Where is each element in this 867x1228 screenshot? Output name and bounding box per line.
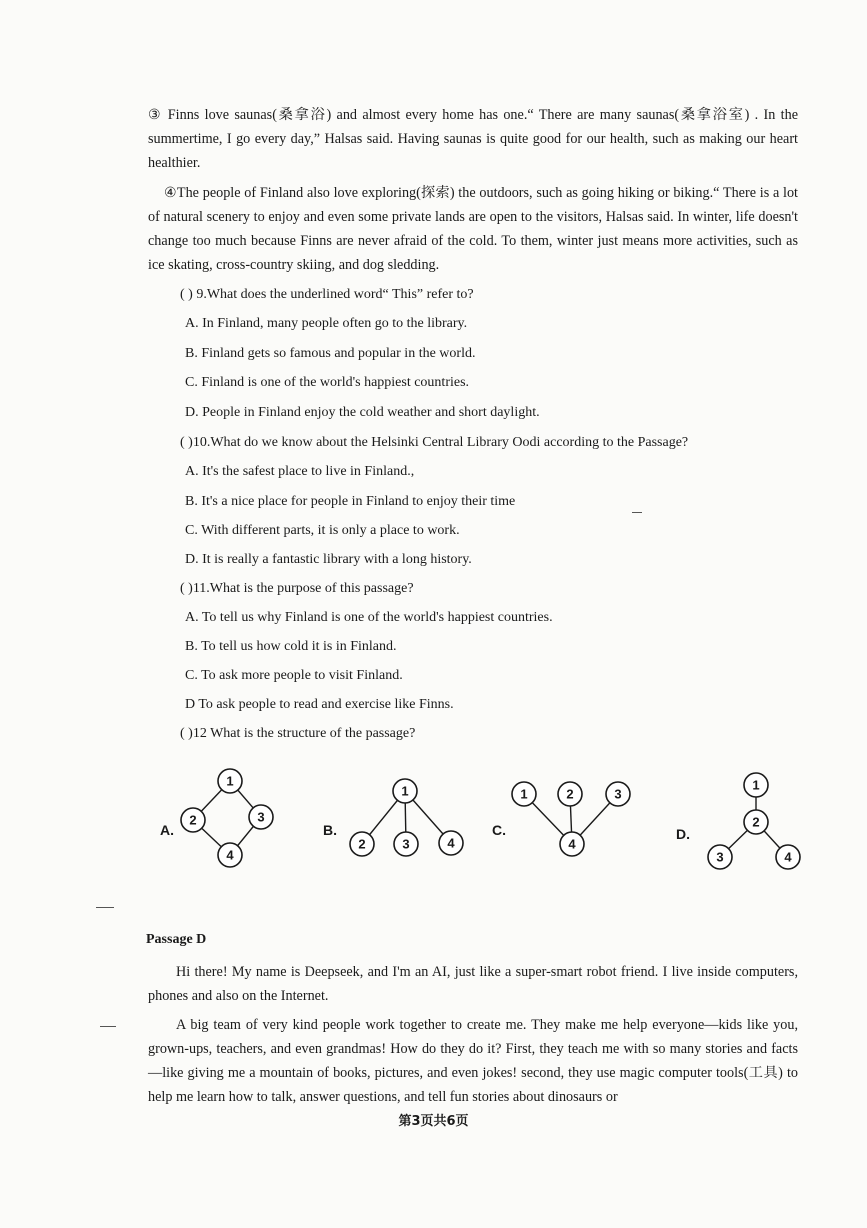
question-11-option-b: B. To tell us how cold it is in Finland. xyxy=(185,639,397,654)
diagram-b xyxy=(340,770,470,865)
diagram-a xyxy=(170,760,280,875)
passage-d-heading: Passage D xyxy=(146,932,207,947)
question-9-stem: ( ) 9.What does the underlined word“ This” refer to? xyxy=(180,287,474,302)
question-11-option-c: C. To ask more people to visit Finland. xyxy=(185,668,403,683)
question-11-option-a: A. To tell us why Finland is one of the world's happiest countries. xyxy=(185,610,553,625)
diagram-b-node-4-label: 4 xyxy=(447,835,455,851)
diagram-c-node-3-label: 3 xyxy=(614,786,622,802)
diagram-c-node-2-label: 2 xyxy=(566,786,574,802)
question-12-stem: ( )12 What is the structure of the passage? xyxy=(180,726,416,741)
scan-mark xyxy=(632,512,642,513)
passage-d-paragraph-1: Hi there! My name is Deepseek, and I'm an AI, just like a super-smart robot friend. I live inside computers, phones and also on the Internet. xyxy=(148,964,798,1004)
diagram-d-node-1-label: 1 xyxy=(752,777,760,793)
passage-d-paragraph-2: A big team of very kind people work together to create me. They make me help everyone—kids like you, grown-ups, teachers, and even grandmas! How do they do it? First, they teach me with so many stories and facts—like giving me a mountain of books, pictures, and even jokes! second, they use magic computer tools(工具) to help me learn how to talk, answer questions, and tell fun stories about dinosaurs or xyxy=(148,1017,798,1105)
diagram-b-node-2-label: 2 xyxy=(358,836,366,852)
diagram-c-label: C. xyxy=(492,822,506,838)
diagram-b-node-1-label: 1 xyxy=(401,783,409,799)
question-9-option-c: C. Finland is one of the world's happiest countries. xyxy=(185,375,470,390)
diagram-d-label: D. xyxy=(676,826,690,842)
scan-mark xyxy=(100,1026,116,1027)
question-10-option-d: D. It is really a fantastic library with a long history. xyxy=(185,552,472,567)
diagram-b-label: B. xyxy=(323,822,337,838)
diagram-b-node-3-label: 3 xyxy=(402,836,410,852)
diagram-d-node-4-label: 4 xyxy=(784,849,792,865)
paragraph-3: ③ Finns love saunas(桑拿浴) and almost every home has one.“ There are many saunas(桑拿浴室) . In the summertime, I go every day,” Halsas said. Having saunas is quite good for our health, such as making our heart healthier. xyxy=(148,107,798,171)
paragraph-4: ④The people of Finland also love exploring(探索) the outdoors, such as going hiking or biking.“ There is a lot of natural scenery to enjoy and even some private lands are open to the visitors, Halsas said. In winter, life doesn't change too much because Finns are never afraid of the cold. To them, winter just means more activities, such as ice skating, cross-country skiing, and dog sledding. xyxy=(148,185,798,273)
diagram-d xyxy=(700,768,810,878)
question-10-option-c: C. With different parts, it is only a place to work. xyxy=(185,523,460,538)
diagram-d-node-2-label: 2 xyxy=(752,814,760,830)
diagram-a-node-1-label: 1 xyxy=(226,773,234,789)
question-10-option-b: B. It's a nice place for people in Finland to enjoy their time xyxy=(185,494,516,509)
page-number-footer: 第3页共6页 xyxy=(398,1114,469,1129)
diagram-a-node-3-label: 3 xyxy=(257,809,265,825)
diagram-c-node-4-label: 4 xyxy=(568,836,576,852)
question-11-stem: ( )11.What is the purpose of this passage? xyxy=(180,581,414,596)
question-10-option-a: A. It's the safest place to live in Finland., xyxy=(185,464,415,479)
question-11-option-d: D To ask people to read and exercise like Finns. xyxy=(185,697,454,712)
question-9-option-a: A. In Finland, many people often go to the library. xyxy=(185,316,468,331)
diagram-a-node-4-label: 4 xyxy=(226,847,234,863)
question-9-option-d: D. People in Finland enjoy the cold weather and short daylight. xyxy=(185,405,540,420)
question-9-option-b: B. Finland gets so famous and popular in the world. xyxy=(185,346,476,361)
diagram-a-label: A. xyxy=(160,822,174,838)
question-10-stem: ( )10.What do we know about the Helsinki Central Library Oodi according to the Passage? xyxy=(180,435,689,450)
diagram-d-node-3-label: 3 xyxy=(716,849,724,865)
diagram-a-node-2-label: 2 xyxy=(189,812,197,828)
diagram-c xyxy=(505,772,640,867)
scan-mark xyxy=(96,907,114,908)
diagram-c-node-1-label: 1 xyxy=(520,786,528,802)
